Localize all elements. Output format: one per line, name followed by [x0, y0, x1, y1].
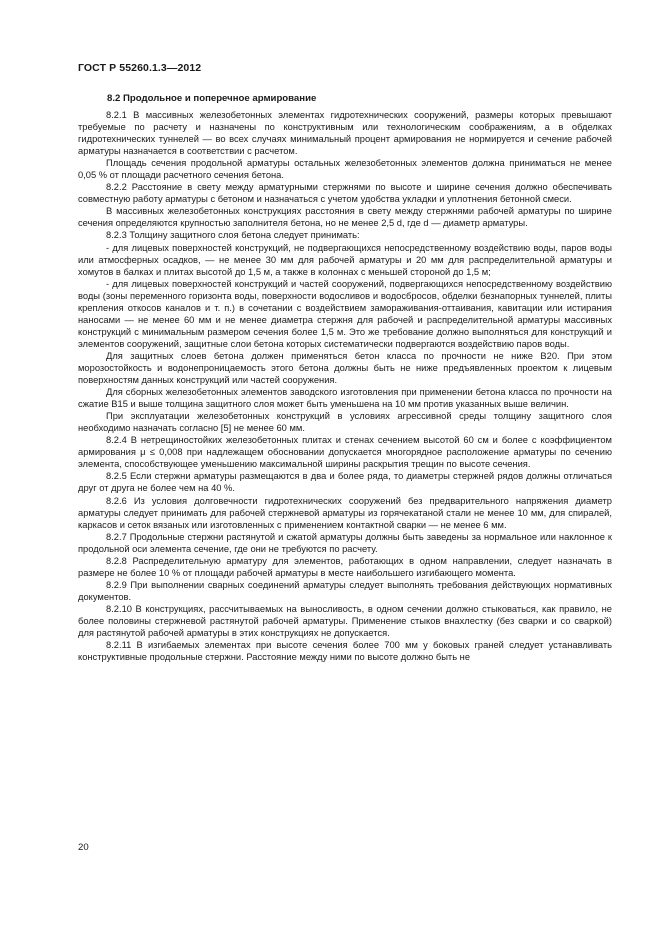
paragraph-8-2-5: 8.2.5 Если стержни арматуры размещаются в два и более ряда, то диаметры стержней рядов должны отличаться друг от друга не более чем на 40 %.: [78, 471, 612, 494]
list-item: - для лицевых поверхностей конструкций и частей сооружений, подвергающихся непосредственному воздействию воды (зоны переменного горизонта воды, поверхности водосливов и водосбросов, обделки безнапорных туннелей, плиты крепления откосов каналов и т. п.) в сочетании с воздействием замораживания-оттаивания, кавитации или истирания наносами — не менее 60 мм и не менее диаметра стержня для рабочей и распределительной арматуры массивных конструкций с минимальным размером сечения более 1,5 м. Это же требование должно выполняться для конструкций и элементов сооружений, защитные слои бетона которых систематически подвергаются воздействию паров воды.: [78, 278, 612, 349]
body-text: [78, 109, 612, 663]
paragraph-8-2-2: 8.2.2 Расстояние в свету между арматурными стержнями по высоте и ширине сечения должно обеспечивать совместную работу арматуры с бетоном и назначаться с учетом удобства укладки и уплотнения бетонной смеси.: [78, 182, 612, 205]
paragraph-8-2-1: 8.2.1 В массивных железобетонных элементах гидротехнических сооружений, размеры которых превышают требуемые по расчету и назначены по конструктивным или технологическим соображениям, а в обделках гидротехнических туннелей — во всех случаях минимальный процент армирования не нормируется и сечение рабочей арматуры назначается в соответствии с расчетом.: [78, 110, 612, 157]
page-number: 20: [78, 842, 89, 853]
paragraph: Площадь сечения продольной арматуры остальных железобетонных элементов должна приниматься не менее 0,05 % от площади расчетного сечения бетона.: [78, 158, 612, 181]
paragraph-8-2-11: 8.2.11 В изгибаемых элементах при высоте сечения более 700 мм у боковых граней следует устанавливать конструктивные продольные стержни. Расстояние между ними по высоте должно быть не: [78, 640, 612, 663]
section-title: 8.2 Продольное и поперечное армирование: [107, 93, 317, 104]
paragraph-8-2-4: 8.2.4 В нетрещиностойких железобетонных плитах и стенах сечением высотой 60 см и более с коэффициентом армирования μ ≤ 0,008 при надлежащем обосновании допускается многорядное расположение арматуры по сечению элемента, способствующее уменьшению максимальной ширины раскрытия трещин по высоте сечения.: [78, 435, 612, 470]
list-item: - для лицевых поверхностей конструкций, не подвергающихся непосредственному воздействию воды, паров воды или атмосферных осадков, — не менее 30 мм для рабочей арматуры и 20 мм для распределительной арматуры и хомутов в балках и плитах высотой до 1,5 м, а также в колоннах с меньшей стороной до 1,5 м;: [78, 242, 612, 277]
standard-code-header: ГОСТ Р 55260.1.3—2012: [78, 62, 202, 74]
paragraph-8-2-3: 8.2.3 Толщину защитного слоя бетона следует принимать:: [106, 230, 360, 241]
paragraph-8-2-10: 8.2.10 В конструкциях, рассчитываемых на выносливость, в одном сечении должно стыковаться, как правило, не более половины стержневой растянутой рабочей арматуры. Применение стыков внахлестку (без сварки и со сваркой) для растянутой рабочей арматуры в этих конструкциях не допускается.: [78, 603, 612, 639]
paragraph: При эксплуатации железобетонных конструкций в условиях агрессивной среды толщину защитного слоя необходимо назначать согласно [5] не менее 60 мм.: [78, 411, 612, 434]
paragraph-8-2-6: 8.2.6 Из условия долговечности гидротехнических сооружений без предварительного напряжения диаметр арматуры следует принимать для рабочей стержневой арматуры из горячекатаной стали не менее 10 мм, для спиралей, каркасов и сеток вязаных или изготовленных с применением контактной сварки — не менее 6 мм.: [78, 495, 612, 530]
paragraph: Для сборных железобетонных элементов заводского изготовления при применении бетона класса по прочности на сжатие В15 и выше толщина защитного слоя может быть уменьшена на 10 мм против указанных выше величин.: [78, 387, 612, 410]
paragraph: В массивных железобетонных конструкциях расстояния в свету между стержнями рабочей арматуры по ширине сечения определяются крупностью заполнителя бетона, но не менее 2,5 d, где d — диаметр арматуры.: [78, 206, 612, 229]
paragraph-8-2-8: 8.2.8 Распределительную арматуру для элементов, работающих в одном направлении, следует назначать в размере не более 10 % от площади рабочей арматуры в месте наибольшего изгибающего момента.: [78, 555, 612, 578]
paragraph-8-2-7: 8.2.7 Продольные стержни растянутой и сжатой арматуры должны быть заведены за нормальное или наклонное к продольной оси элемента сечение, где они не требуются по расчету.: [78, 531, 612, 554]
paragraph: Для защитных слоев бетона должен применяться бетон класса по прочности не ниже В20. При этом морозостойкость и водонепроницаемость этого бетона должны быть не ниже предъявленных проектом к лицевым поверхностям данных конструкций или частей сооружения.: [78, 350, 612, 386]
paragraph-8-2-9: 8.2.9 При выполнении сварных соединений арматуры следует выполнять требования действующих нормативных документов.: [78, 579, 612, 602]
